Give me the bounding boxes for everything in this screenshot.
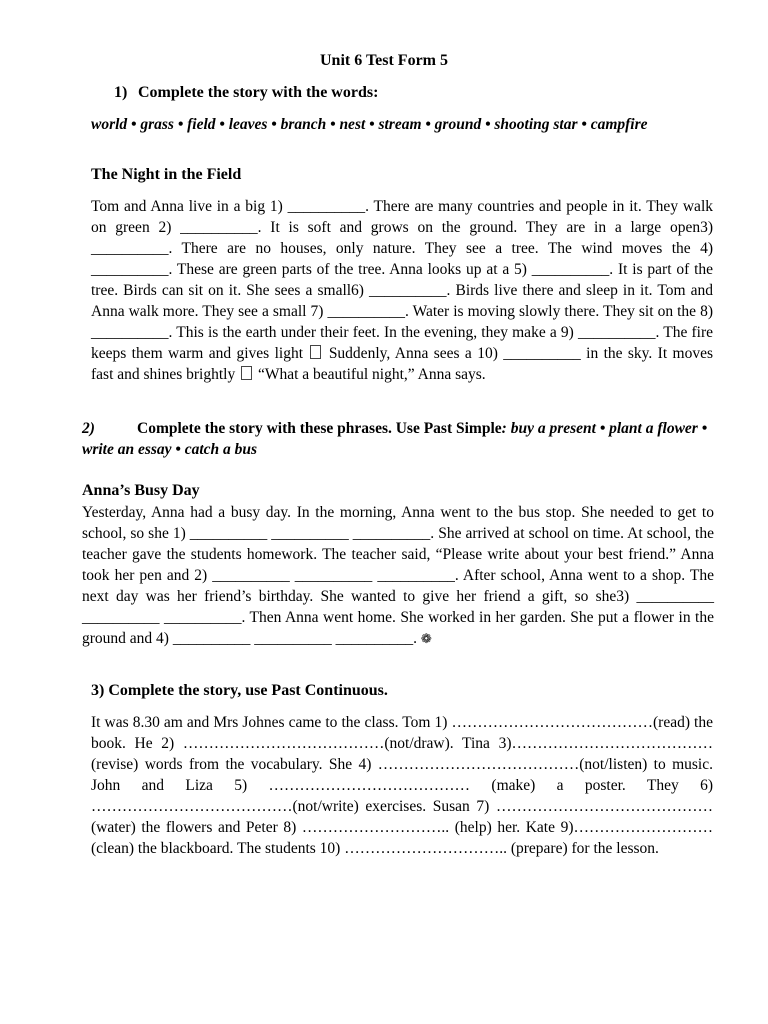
task2-story-title: Anna’s Busy Day — [82, 482, 200, 499]
task3-heading: 3) Complete the story, use Past Continuous. — [91, 682, 388, 699]
missing-glyph-icon — [241, 366, 252, 380]
task2-story-text: Yesterday, Anna had a busy day. In the morning, Anna went to the bus stop. She needed to get to school, so she 1) __________ __________ __________. She arrived at school on time. At school, the teacher gave the students homework. The teacher said, “Please write about your best friend.” Anna took her pen and 2) __________ __________ __________. After school, Anna went to a shop. The next day was her friend’s birthday. She wanted to give her friend a gift, so she3) __________ __________ __________. Then Anna went home. She worked in her garden. She put a flower in the ground and 4) __________ __________ __________. — [82, 504, 714, 647]
task1-story-part3: “What a beautiful night,” Anna says. — [257, 366, 486, 383]
task1-heading-text: Complete the story with the words: — [138, 84, 379, 101]
task1-story-part1: Tom and Anna live in a big 1) __________. There are many countries and people in it. They walk on green 2) __________. It is soft and grows on the ground. They are in a large open3) __________. There are no houses, only nature. They see a tree. The wind moves the 4) __________. These are green parts of the tree. Anna looks up at a 5) __________. It is part of the tree. Birds can sit on it. She sees a small6) __________. Birds live there and sleep in it. Tom and Anna walk more. They see a small 7) __________. Water is moving slowly there. They sit on the 8) __________. This is the earth under their feet. In the evening, they make a 9) __________. The fire keeps them warm and gives light — [91, 198, 713, 362]
task2-number: 2) — [82, 420, 95, 437]
task1-heading — [114, 84, 378, 102]
task2-story — [82, 502, 714, 650]
task2-heading — [82, 418, 714, 460]
task1-story — [91, 196, 713, 385]
page-title: Unit 6 Test Form 5 — [320, 52, 448, 69]
task2-phrase-bank: : buy a present • plant a flower • write an essay • catch a bus — [82, 420, 708, 458]
task1-story-part2: Suddenly, Anna sees a 10) __________ in the sky. It moves fast and shines brightly — [91, 345, 714, 383]
flower-icon: ❁ — [420, 632, 432, 647]
task1-story-title: The Night in the Field — [91, 166, 242, 183]
task3-story: It was 8.30 am and Mrs Johnes came to the class. Tom 1) …………………………………(read) the book. He 2) …………………………………(not/draw). Tina 3)………………………………… (revise) words from the vocabulary. She 4) …………………………………(not/listen) to music. John and Liza 5) ………………………………… (make) a poster. They 6) …………………………………(not/write) exercises. Susan 7) ……………………………………(water) the flowers and Peter 8) ……………………….. (help) her. Kate 9)………………………(clean) the blackboard. The students 10) ………………………….. (prepare) for the lesson. — [91, 714, 713, 857]
missing-glyph-icon — [310, 345, 321, 359]
task1-number: 1) — [114, 84, 128, 101]
task1-word-bank: world • grass • field • leaves • branch • nest • stream • ground • shooting star • campfire — [91, 116, 648, 133]
task2-heading-text: Complete the story with these phrases. Use Past Simple — [137, 420, 502, 437]
